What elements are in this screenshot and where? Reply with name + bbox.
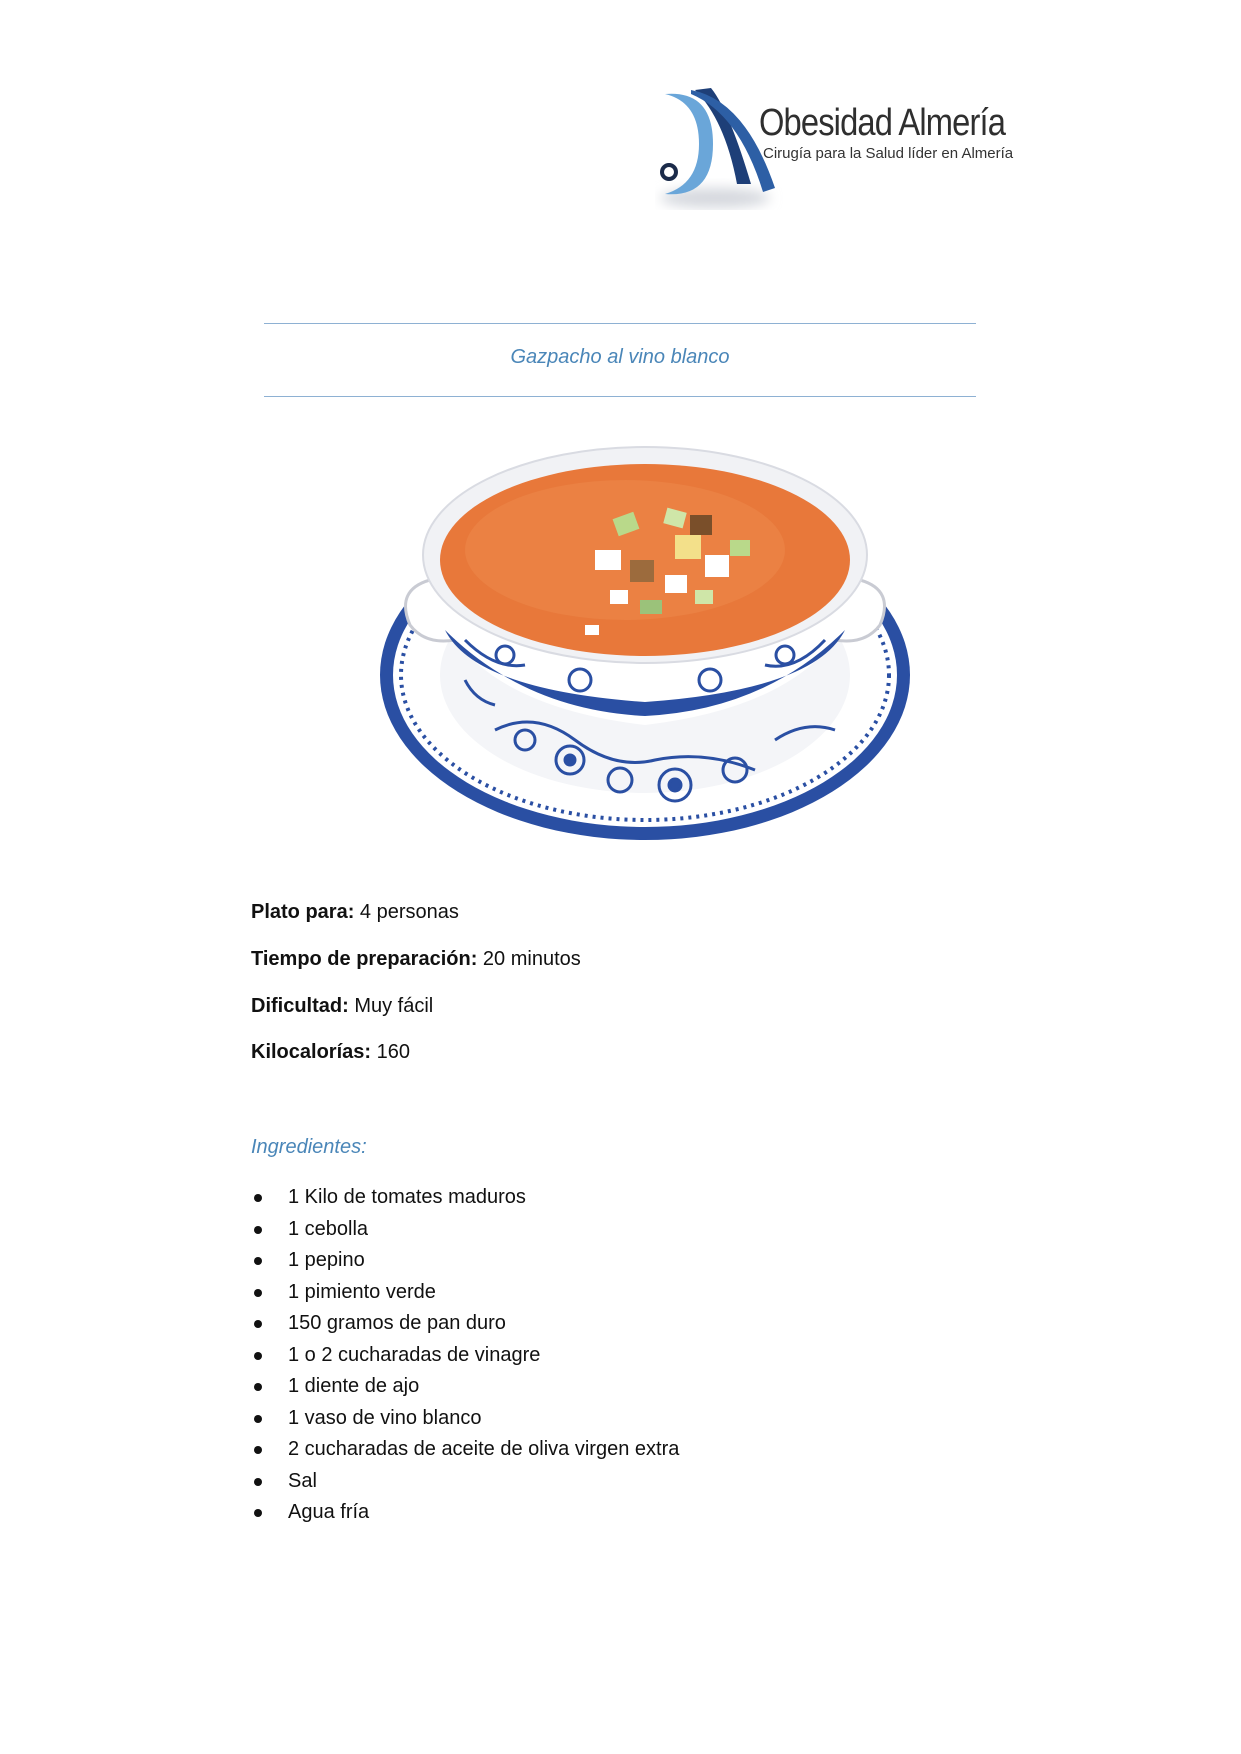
list-item (251, 1466, 679, 1498)
info-servings (251, 901, 459, 924)
ingredient-text: 1 vaso de vino blanco (288, 1406, 482, 1429)
bullet-icon (254, 1383, 262, 1391)
ingredients-list (251, 1182, 679, 1529)
list-item (251, 1434, 679, 1466)
title-rule-bottom (264, 396, 976, 397)
gazpacho-photo (375, 440, 915, 865)
bullet-icon (254, 1478, 262, 1486)
ingredient-text: 1 cebolla (288, 1217, 369, 1240)
info-servings-label: Plato para: (251, 901, 355, 923)
bullet-icon (254, 1415, 262, 1423)
info-prep-time (251, 948, 581, 971)
info-difficulty-label: Dificultad: (251, 995, 349, 1017)
bullet-icon (254, 1289, 262, 1297)
list-item (251, 1308, 679, 1340)
ingredient-text: 1 Kilo de tomates maduros (288, 1186, 526, 1208)
bullet-icon (254, 1320, 262, 1328)
bullet-icon (254, 1509, 262, 1517)
recipe-title: Gazpacho al vino blanco (510, 346, 730, 368)
ingredient-text: 1 o 2 cucharadas de vinagre (288, 1343, 541, 1366)
bullet-icon (254, 1226, 262, 1234)
title-rule-top (264, 323, 976, 324)
bullet-icon (254, 1257, 262, 1265)
brand-logo (655, 80, 1055, 240)
ingredient-text: 150 gramos de pan duro (288, 1312, 506, 1334)
list-item (251, 1214, 679, 1246)
info-prep-time-label: Tiempo de preparación: (251, 948, 478, 970)
list-item (251, 1182, 679, 1214)
ingredient-text: 1 pepino (288, 1249, 365, 1271)
list-item (251, 1277, 679, 1309)
list-item (251, 1371, 679, 1403)
ingredient-text: Sal (288, 1469, 317, 1492)
info-difficulty (251, 995, 433, 1018)
info-servings-value: 4 personas (359, 901, 459, 923)
ingredient-text: 1 diente de ajo (288, 1375, 420, 1397)
ingredients-heading: Ingredientes: (251, 1136, 367, 1158)
info-difficulty-value: Muy fácil (354, 995, 434, 1017)
logo-title: Obesidad Almería (759, 102, 1006, 144)
bullet-icon (254, 1352, 262, 1360)
logo-tagline: Cirugía para la Salud líder en Almería (763, 145, 1014, 162)
bullet-icon (254, 1194, 262, 1202)
ingredient-text: 1 pimiento verde (288, 1280, 436, 1303)
list-item (251, 1245, 679, 1277)
list-item (251, 1497, 679, 1529)
ingredient-text: 2 cucharadas de aceite de oliva virgen extra (288, 1438, 680, 1460)
info-prep-time-value: 20 minutos (482, 948, 581, 970)
list-item (251, 1403, 679, 1435)
bullet-icon (254, 1446, 262, 1454)
info-calories-value: 160 (376, 1041, 410, 1063)
list-item (251, 1340, 679, 1372)
info-calories-label: Kilocalorías: (251, 1041, 372, 1063)
ingredient-text: Agua fría (288, 1501, 370, 1523)
info-calories (251, 1041, 410, 1064)
